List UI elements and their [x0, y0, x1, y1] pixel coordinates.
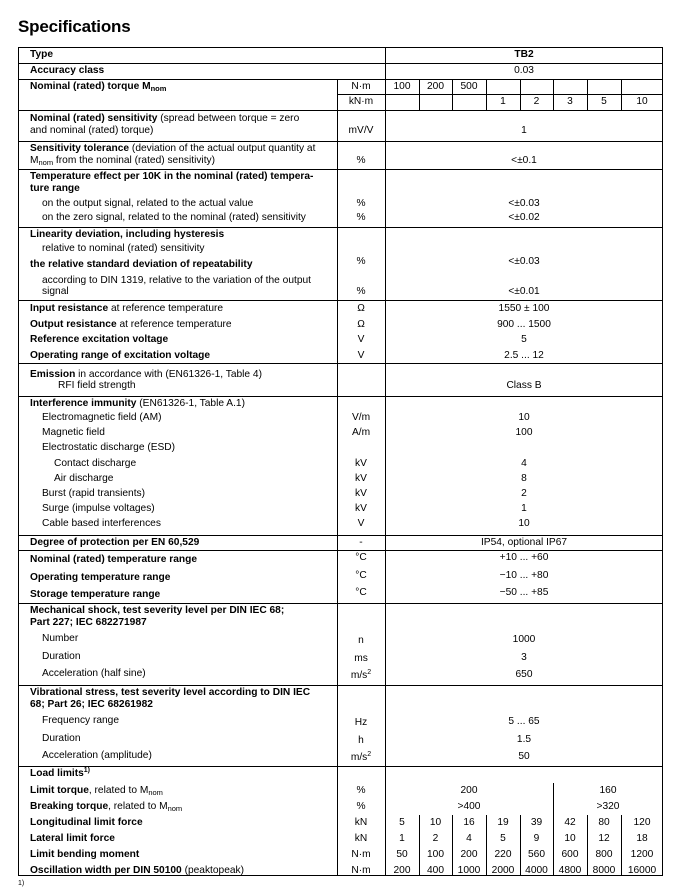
vibration-row-label: Frequency range	[42, 715, 120, 726]
immunity-row-label: Contact discharge	[54, 457, 137, 469]
limit-torque-label: Limit torque, related to $M_{nom}$	[30, 785, 163, 797]
immunity-row-label: Surge (impulse voltages)	[42, 503, 155, 515]
tolerance-value: <±0.1	[511, 155, 537, 166]
unit-cell: kV	[355, 488, 367, 499]
unit-cell: %	[356, 198, 366, 209]
linearity-sub: relative to nominal (rated) sensitivity	[42, 243, 205, 254]
row-divider	[18, 685, 663, 686]
electrical-label: Input resistance at reference temperature	[30, 303, 224, 314]
unit-cell: $m/s^2$	[350, 669, 372, 681]
vibration-label-line2: 68; Part 26; IEC 68261982	[30, 699, 153, 710]
linearity-label: Linearity deviation, including hysteresis	[30, 229, 225, 240]
immunity-row-label: Electromagnetic field (AM)	[42, 412, 162, 423]
load-limit-value: 560	[528, 849, 545, 860]
limit-torque-value-b: 160	[599, 785, 617, 796]
load-limit-value: 10	[564, 833, 576, 844]
tolerance-label-line2: $M_{nom}$ from the nominal (rated) sensitivity)	[30, 155, 216, 167]
immunity-value: 2	[521, 488, 527, 499]
sensitivity-label: Nominal (rated) sensitivity (spread between torque = zero	[30, 113, 300, 124]
shock-value: 650	[515, 669, 533, 680]
unit-cell: A/m	[351, 427, 371, 439]
load-limit-value: 1200	[630, 849, 654, 860]
load-limit-value: 8000	[592, 865, 616, 876]
unit-cell: %	[356, 155, 366, 166]
immunity-row-label: Electrostatic discharge (ESD)	[42, 442, 176, 454]
row-divider	[18, 169, 663, 170]
load-limit-value: 800	[595, 849, 613, 860]
shock-row-label: Number	[42, 633, 79, 644]
row-divider	[18, 110, 663, 111]
temperature-label: Operating temperature range	[30, 571, 171, 583]
row-divider	[18, 79, 663, 80]
protection-value: IP54, optional IP67	[480, 537, 568, 548]
load-limit-value: 1000	[457, 865, 481, 876]
torque-nm-value: 200	[427, 81, 444, 92]
shock-row-label: Acceleration (half sine)	[42, 668, 146, 679]
load-limit-value: 4800	[558, 865, 582, 876]
temp-effect-label-line2: ture range	[30, 183, 80, 194]
limit-torque-value-a: 200	[460, 785, 478, 796]
electrical-label: Operating range of excitation voltage	[30, 349, 211, 361]
load-limit-value: 9	[533, 833, 540, 844]
load-limit-value: 2	[432, 833, 439, 844]
immunity-row-label: Burst (rapid transients)	[42, 488, 146, 499]
electrical-value: 2.5 ... 12	[504, 349, 544, 361]
unit-cell: kV	[355, 472, 367, 484]
protection-label: Degree of protection per EN 60,529	[30, 537, 200, 548]
unit-cell: °C	[355, 587, 367, 598]
vibration-row-label: Duration	[42, 732, 81, 744]
type-label: Type	[30, 49, 54, 60]
emission-sub: RFI field strength	[58, 380, 136, 391]
immunity-value: 10	[518, 412, 530, 423]
nominal-torque-label: Nominal (rated) torque $M_{nom}$	[30, 81, 167, 93]
immunity-row-label: Cable based interferences	[42, 518, 161, 530]
shock-label-line2: Part 227; IEC 682271987	[30, 617, 147, 628]
breaking-torque-value-b: >320	[596, 801, 620, 812]
immunity-value: 10	[518, 518, 530, 530]
repeatability-value: <±0.01	[508, 286, 540, 297]
unit-cell: Ω	[357, 318, 365, 330]
repeatability-label: the relative standard deviation of repeatability	[30, 259, 253, 270]
load-limit-value: 10	[429, 817, 442, 828]
load-limit-value: 80	[598, 817, 610, 828]
load-limit-row-label: Oscillation width per DIN 50100 (peaktopeak)	[30, 865, 245, 876]
unit-cell: V	[357, 349, 365, 361]
immunity-value: 4	[521, 457, 527, 469]
type-value: TB2	[514, 49, 534, 60]
temp-effect-row-label: on the zero signal, related to the nominal (rated) sensitivity	[42, 212, 306, 223]
torque-nm-value: 500	[460, 81, 478, 92]
load-limit-value: 100	[427, 849, 444, 860]
load-limit-value: 5	[500, 833, 506, 844]
page-title: Specifications	[18, 17, 131, 36]
load-limit-row-label: Lateral limit force	[30, 833, 115, 844]
torque-knm-value: 10	[636, 96, 648, 107]
unit-cell: %	[356, 256, 366, 267]
immunity-row-label: Air discharge	[54, 472, 114, 484]
electrical-value: 5	[521, 334, 527, 345]
unit-knm: kN·m	[348, 96, 374, 107]
sensitivity-value: 1	[521, 125, 527, 136]
temperature-value: −50 ... +85	[499, 587, 549, 598]
unit-cell: Hz	[354, 717, 368, 728]
row-divider	[18, 550, 663, 551]
unit-cell: kV	[355, 457, 367, 469]
row-divider	[18, 300, 663, 301]
immunity-row-label: Magnetic field	[42, 427, 105, 439]
row-divider	[18, 535, 663, 536]
shock-label: Mechanical shock, test severity level per DIN IEC 68;	[30, 605, 285, 616]
unit-cell: kV	[355, 503, 367, 515]
breaking-torque-label: Breaking torque, related to $M_{nom}$	[30, 801, 183, 813]
unit-cell: $m/s^2$	[350, 751, 372, 763]
load-limit-value: 50	[396, 849, 408, 860]
immunity-value: 8	[521, 472, 527, 484]
unit-cell: %	[356, 212, 366, 223]
temp-effect-value: <±0.02	[508, 212, 540, 223]
torque-nm-value: 100	[393, 81, 411, 92]
row-divider	[18, 63, 663, 64]
electrical-label: Reference excitation voltage	[30, 334, 169, 345]
row-divider	[18, 363, 663, 364]
emission-value: Class B	[506, 380, 542, 391]
vibration-value: 50	[518, 751, 530, 762]
unit-cell: n	[358, 635, 364, 646]
load-limit-row-label: Limit bending moment	[30, 849, 140, 860]
load-limit-value: 200	[393, 865, 411, 876]
electrical-value: 900 ... 1500	[497, 318, 551, 330]
unit-cell: h	[358, 734, 364, 746]
load-limit-value: 19	[497, 817, 509, 828]
unit-cell: °C	[355, 569, 367, 581]
load-limits-label: Load limits$^{1)}$	[30, 767, 91, 779]
unit-cell: %	[356, 801, 366, 812]
load-limit-value: 16	[463, 817, 475, 828]
vibration-label: Vibrational stress, test severity level according to DIN IEC	[30, 687, 311, 698]
immunity-label: Interference immunity (EN61326-1, Table A.1)	[30, 398, 245, 409]
unit-cell: Ω	[357, 303, 365, 314]
load-limit-value: 39	[530, 817, 543, 828]
unit-cell: %	[356, 785, 366, 796]
repeatability-sub: according to DIN 1319, relative to the variation of the output	[42, 275, 311, 286]
immunity-value: 100	[515, 427, 533, 439]
load-limit-value: 220	[494, 849, 512, 860]
load-limit-value: 4000	[525, 865, 548, 876]
unit-cell: mV/V	[348, 125, 374, 136]
load-limit-value: 2000	[491, 865, 515, 876]
unit-cell: kN	[354, 833, 368, 844]
breaking-torque-value-a: >400	[457, 801, 481, 812]
torque-knm-value: 5	[601, 96, 607, 107]
temp-effect-row-label: on the output signal, related to the actual value	[42, 198, 254, 209]
torque-knm-value: 3	[567, 96, 573, 107]
load-limit-value: 12	[598, 833, 610, 844]
load-limit-value: 5	[399, 817, 405, 828]
unit-nm: N·m	[351, 81, 371, 92]
shock-row-label: Duration	[42, 650, 81, 662]
unit-cell: kN	[354, 817, 368, 828]
temp-effect-label: Temperature effect per 10K in the nominal (rated) tempera-	[30, 171, 314, 182]
unit-cell: N·m	[351, 865, 371, 876]
row-divider	[18, 227, 663, 228]
torque-knm-value: 2	[533, 96, 540, 107]
vibration-value: 5 ... 65	[508, 716, 540, 727]
unit-cell: V/m	[351, 412, 371, 423]
load-limit-value: 4	[466, 833, 472, 844]
repeatability-sub-line2: signal	[42, 286, 69, 297]
row-divider	[18, 396, 663, 397]
emission-label: Emission in accordance with (EN61326-1, Table 4)	[30, 369, 262, 380]
accuracy-class-value: 0.03	[514, 65, 534, 76]
sensitivity-label-line2: and nominal (rated) torque)	[30, 125, 154, 136]
shock-value: 1000	[512, 634, 536, 645]
unit-cell: °C	[355, 552, 367, 563]
temperature-label: Nominal (rated) temperature range	[30, 554, 197, 565]
load-limit-value: 16000	[627, 865, 657, 876]
unit-cell: -	[359, 537, 363, 548]
shock-value: 3	[521, 651, 527, 663]
row-divider	[18, 766, 663, 767]
unit-cell: ms	[354, 652, 368, 664]
unit-cell: V	[357, 518, 365, 530]
immunity-value: 1	[521, 503, 527, 515]
row-divider	[18, 141, 663, 142]
linearity-value: <±0.03	[508, 256, 540, 267]
load-limit-value: 120	[633, 817, 651, 828]
temperature-value: −10 ... +80	[499, 569, 549, 581]
footnote-marker: 1)	[18, 880, 25, 887]
tolerance-label: Sensitivity tolerance (deviation of the actual output quantity at	[30, 143, 316, 154]
temperature-value: +10 ... +60	[499, 552, 549, 563]
load-limit-value: 600	[561, 849, 579, 860]
load-limit-value: 18	[636, 833, 648, 844]
unit-cell: %	[356, 286, 366, 297]
torque-knm-value: 1	[500, 96, 506, 107]
load-limit-value: 42	[564, 817, 576, 828]
unit-cell: N·m	[351, 849, 371, 860]
row-divider	[18, 603, 663, 604]
load-limit-value: 400	[427, 865, 444, 876]
electrical-value: 1550 ± 100	[498, 303, 550, 314]
temperature-label: Storage temperature range	[30, 589, 161, 600]
load-limit-value: 1	[399, 833, 405, 844]
accuracy-class-label: Accuracy class	[30, 65, 105, 76]
vibration-value: 1.5	[516, 733, 532, 745]
unit-cell: V	[357, 334, 365, 345]
vibration-row-label: Acceleration (amplitude)	[42, 750, 152, 761]
temp-effect-value: <±0.03	[508, 198, 540, 209]
electrical-label: Output resistance at reference temperature	[30, 318, 232, 330]
load-limit-row-label: Longitudinal limit force	[30, 817, 143, 828]
load-limit-value: 200	[460, 849, 478, 860]
